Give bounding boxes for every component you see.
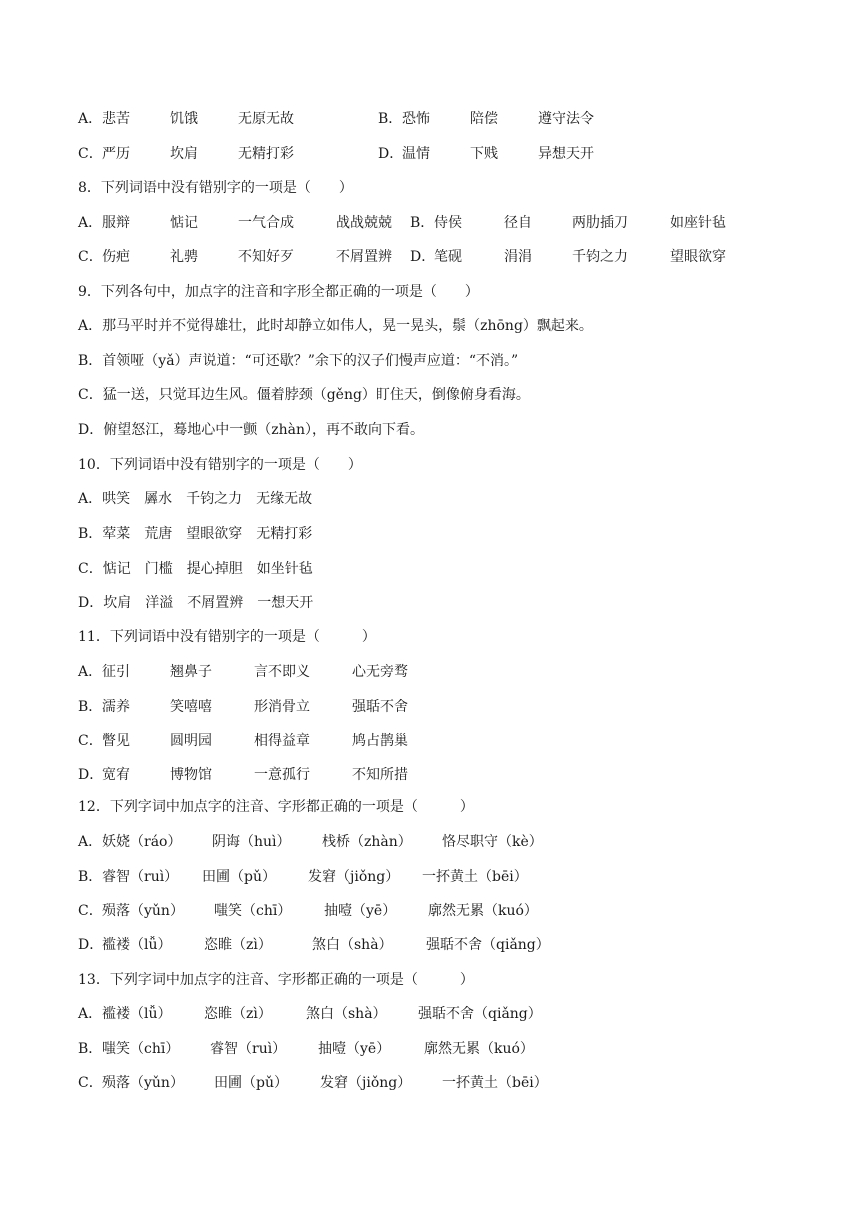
line-text: 望眼欲穿 xyxy=(670,249,726,265)
line-text: 11．下列词语中没有错别字的一项是（ ） xyxy=(78,629,376,645)
line-text: D．俯望怒江，蓦地心中一颤（zhàn），再不敢向下看。 xyxy=(78,422,424,438)
line-text: 礼骋 xyxy=(170,249,198,265)
line-text: A．哄笑 羼水 千钧之力 无缘无故 xyxy=(78,491,313,507)
line-text: 9．下列各句中，加点字的注音和字形全都正确的一项是（ ） xyxy=(78,284,479,300)
line-text: 一抔黄土（bēi） xyxy=(442,1075,548,1091)
line-text: 宽宥 xyxy=(102,767,130,783)
option-label: D． xyxy=(378,146,404,162)
line-text: 形消骨立 xyxy=(254,699,310,715)
line-text: 12．下列字词中加点字的注音、字形都正确的一项是（ ） xyxy=(78,799,474,815)
line-text: 田圃（pǔ） xyxy=(214,1075,288,1091)
line-text: C．猛一送，只觉耳边生风。僵着脖颈（gěng）盯住天，倒像俯身看海。 xyxy=(78,387,530,403)
option-label: B． xyxy=(78,1041,103,1057)
line-text: 笔砚 xyxy=(434,249,462,265)
option-label: A． xyxy=(78,215,103,231)
line-text: 一气合成 xyxy=(238,215,294,231)
line-text: 无精打彩 xyxy=(238,146,294,162)
line-text: 殒落（yǔn） xyxy=(102,1075,184,1091)
line-text: 恣睢（zì） xyxy=(204,937,272,953)
line-text: 相得益章 xyxy=(254,733,310,749)
line-text: 伤疤 xyxy=(102,249,130,265)
line-text: 温情 xyxy=(402,146,430,162)
line-text: 陪偿 xyxy=(470,111,498,127)
line-text: 言不即义 xyxy=(254,664,310,680)
line-text: 嗤笑（chī） xyxy=(102,1041,180,1057)
line-text: 心无旁骛 xyxy=(352,664,408,680)
option-label: C． xyxy=(78,903,103,919)
line-text: D．坎肩 洋溢 不屑置辨 一想天开 xyxy=(78,595,314,611)
line-text: 坎肩 xyxy=(170,146,198,162)
line-text: 强聒不舍（qiǎng） xyxy=(426,937,550,953)
line-text: 悲苦 xyxy=(102,111,130,127)
option-label: A． xyxy=(78,111,103,127)
line-text: 强聒不舍（qiǎng） xyxy=(418,1006,542,1022)
line-text: 遵守法令 xyxy=(538,111,594,127)
line-text: 妖娆（ráo） xyxy=(102,834,182,850)
line-text: 褴褛（lǚ） xyxy=(102,937,172,953)
line-text: 不知所措 xyxy=(352,767,408,783)
line-text: 博物馆 xyxy=(170,767,212,783)
option-label: B． xyxy=(378,111,403,127)
line-text: 恣睢（zì） xyxy=(204,1006,272,1022)
line-text: 一意孤行 xyxy=(254,767,310,783)
line-text: 如座针毡 xyxy=(670,215,726,231)
line-text: 发窘（jiǒng） xyxy=(320,1075,412,1091)
line-text: 圆明园 xyxy=(170,733,212,749)
option-label: A． xyxy=(78,664,103,680)
option-label: D． xyxy=(78,767,104,783)
line-text: 阴诲（huì） xyxy=(212,834,291,850)
line-text: 饥饿 xyxy=(170,111,198,127)
line-text: 恪尽职守（kè） xyxy=(442,834,543,850)
line-text: 千钧之力 xyxy=(572,249,628,265)
line-text: B．荤菜 荒唐 望眼欲穿 无精打彩 xyxy=(78,526,313,542)
line-text: 侍侯 xyxy=(434,215,462,231)
option-label: B． xyxy=(78,699,103,715)
line-text: 不屑置辨 xyxy=(336,249,392,265)
option-label: A． xyxy=(78,1006,103,1022)
line-text: 征引 xyxy=(102,664,130,680)
line-text: 10．下列词语中没有错别字的一项是（ ） xyxy=(78,457,362,473)
option-label: C． xyxy=(78,146,103,162)
line-text: 翘鼻子 xyxy=(170,664,212,680)
option-label: C． xyxy=(78,249,103,265)
line-text: 恐怖 xyxy=(402,111,430,127)
option-label: C． xyxy=(78,733,103,749)
option-label: B． xyxy=(410,215,435,231)
option-label: D． xyxy=(410,249,436,265)
line-text: 无原无故 xyxy=(238,111,294,127)
line-text: 惦记 xyxy=(170,215,198,231)
line-text: 服辩 xyxy=(102,215,130,231)
line-text: 抽噎（yē） xyxy=(318,1041,391,1057)
line-text: 廓然无累（kuó） xyxy=(428,903,538,919)
line-text: 下贱 xyxy=(470,146,498,162)
line-text: 径自 xyxy=(504,215,532,231)
option-label: C． xyxy=(78,1075,103,1091)
line-text: 田圃（pǔ） xyxy=(202,869,276,885)
line-text: 鸠占鹊巢 xyxy=(352,733,408,749)
line-text: 发窘（jiǒng） xyxy=(308,869,400,885)
line-text: 褴褛（lǚ） xyxy=(102,1006,172,1022)
line-text: 瞥见 xyxy=(102,733,130,749)
line-text: 一抔黄土（bēi） xyxy=(422,869,528,885)
line-text: 煞白（shà） xyxy=(306,1006,387,1022)
option-label: B． xyxy=(78,869,103,885)
line-text: 栈桥（zhàn） xyxy=(322,834,412,850)
line-text: 13．下列字词中加点字的注音、字形都正确的一项是（ ） xyxy=(78,972,474,988)
line-text: 廓然无累（kuó） xyxy=(424,1041,534,1057)
line-text: B．首领哑（yǎ）声说道：“可还歇？”余下的汉子们慢声应道：“不消。” xyxy=(78,353,519,369)
line-text: 殒落（yǔn） xyxy=(102,903,184,919)
line-text: 8．下列词语中没有错别字的一项是（ ） xyxy=(78,180,353,196)
line-text: 睿智（ruì） xyxy=(102,869,179,885)
line-text: 笑嘻嘻 xyxy=(170,699,212,715)
line-text: 睿智（ruì） xyxy=(210,1041,287,1057)
line-text: 濡养 xyxy=(102,699,130,715)
line-text: 抽噎（yē） xyxy=(324,903,397,919)
line-text: A．那马平时并不觉得雄壮，此时却静立如伟人，晃一晃头，鬃（zhōng）飘起来。 xyxy=(78,318,593,334)
line-text: 异想天开 xyxy=(538,146,594,162)
line-text: 不知好歹 xyxy=(238,249,294,265)
line-text: 强聒不舍 xyxy=(352,699,408,715)
line-text: 嗤笑（chī） xyxy=(214,903,292,919)
line-text: 战战兢兢 xyxy=(336,215,392,231)
line-text: 两肋插刀 xyxy=(572,215,628,231)
line-text: 涓涓 xyxy=(504,249,532,265)
option-label: D． xyxy=(78,937,104,953)
option-label: A． xyxy=(78,834,103,850)
line-text: 严历 xyxy=(102,146,130,162)
line-text: 煞白（shà） xyxy=(312,937,393,953)
line-text: C．惦记 门槛 提心掉胆 如坐针毡 xyxy=(78,561,313,577)
